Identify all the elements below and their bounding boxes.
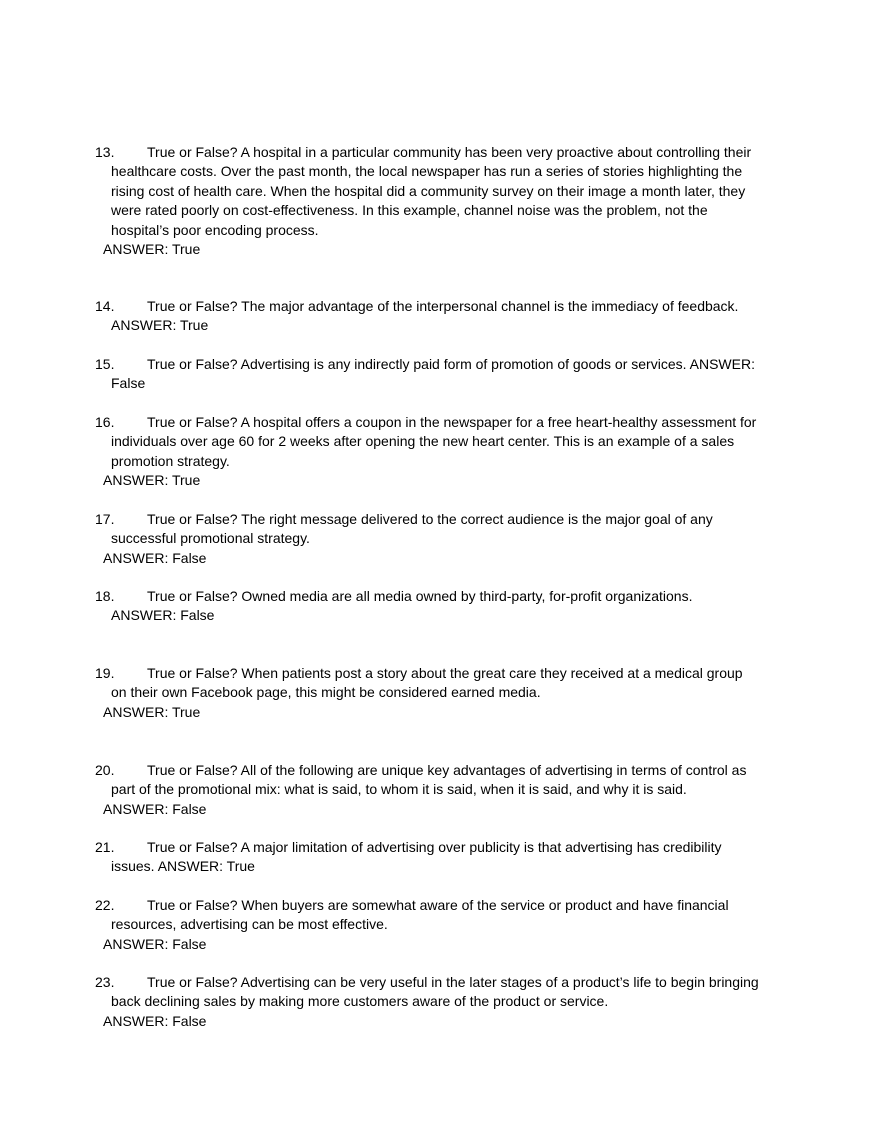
question-text: True or False? All of the following are unique key advantages of advertising in terms of control as (147, 762, 747, 778)
question-number: 15. (95, 356, 115, 372)
question-text: True or False? Advertising is any indirectly paid form of promotion of goods or services. ANSWER: (147, 356, 755, 372)
question-number: 20. (95, 762, 115, 778)
question-text-continued: part of the promotional mix: what is said, to whom it is said, when it is said, and why it is said. (111, 781, 687, 798)
question-number: 16. (95, 414, 115, 430)
question-text-continued: successful promotional strategy. (111, 530, 310, 547)
question-text-continued: healthcare costs. Over the past month, the local newspaper has run a series of stories highlighting the (111, 163, 743, 180)
answer-text: False (111, 375, 146, 392)
answer-text: ANSWER: False (103, 1012, 207, 1029)
question-text-continued: were rated poorly on cost-effectiveness. In this example, channel noise was the problem, not the (111, 202, 708, 219)
question-18 (95, 587, 785, 626)
question-text-continued: issues. ANSWER: True (111, 858, 255, 875)
question-number: 17. (95, 511, 115, 527)
question-text: True or False? The major advantage of the interpersonal channel is the immediacy of feedback. (147, 298, 739, 314)
question-text: True or False? A major limitation of advertising over publicity is that advertising has credibility (147, 839, 722, 855)
question-text-continued: resources, advertising can be most effective. (111, 916, 388, 933)
question-text-continued: rising cost of health care. When the hospital did a community survey on their image a month later, they (111, 182, 746, 199)
question-text: True or False? The right message delivered to the correct audience is the major goal of any (147, 511, 713, 527)
question-text: True or False? Advertising can be very useful in the later stages of a product’s life to begin bringing (147, 974, 759, 990)
question-text-continued: promotion strategy. (111, 452, 230, 469)
answer-text: ANSWER: True (103, 472, 201, 489)
question-number: 14. (95, 298, 115, 314)
question-17 (95, 510, 785, 568)
question-number: 13. (95, 144, 115, 160)
question-text-continued: hospital’s poor encoding process. (111, 221, 319, 238)
question-20 (95, 761, 785, 819)
answer-text: ANSWER: True (111, 317, 209, 334)
question-number: 19. (95, 665, 115, 681)
question-15 (95, 355, 785, 394)
question-number: 23. (95, 974, 115, 990)
question-16 (95, 413, 785, 491)
question-14 (95, 297, 785, 336)
answer-text: ANSWER: False (103, 549, 207, 566)
answer-text: ANSWER: False (103, 800, 207, 817)
answer-text: ANSWER: True (103, 241, 201, 258)
question-19 (95, 664, 785, 722)
question-text: True or False? A hospital offers a coupon in the newspaper for a free heart-healthy assessment for (147, 414, 757, 430)
question-number: 18. (95, 588, 115, 604)
answer-text: ANSWER: False (103, 935, 207, 952)
question-text: True or False? A hospital in a particular community has been very proactive about controlling their (147, 144, 752, 160)
question-text: True or False? Owned media are all media owned by third-party, for-profit organizations. (147, 588, 693, 604)
question-text-continued: individuals over age 60 for 2 weeks after opening the new heart center. This is an example of a sales (111, 433, 735, 450)
question-21 (95, 838, 785, 877)
answer-text: ANSWER: False (111, 607, 215, 624)
question-text-continued: back declining sales by making more customers aware of the product or service. (111, 993, 609, 1010)
question-text-continued: on their own Facebook page, this might be considered earned media. (111, 684, 541, 701)
answer-text: ANSWER: True (103, 703, 201, 720)
question-23 (95, 973, 785, 1031)
question-text: True or False? When patients post a story about the great care they received at a medical group (147, 665, 743, 681)
question-number: 22. (95, 897, 115, 913)
question-text: True or False? When buyers are somewhat aware of the service or product and have financial (147, 897, 729, 913)
question-13 (95, 143, 785, 259)
question-22 (95, 896, 785, 954)
question-number: 21. (95, 839, 115, 855)
